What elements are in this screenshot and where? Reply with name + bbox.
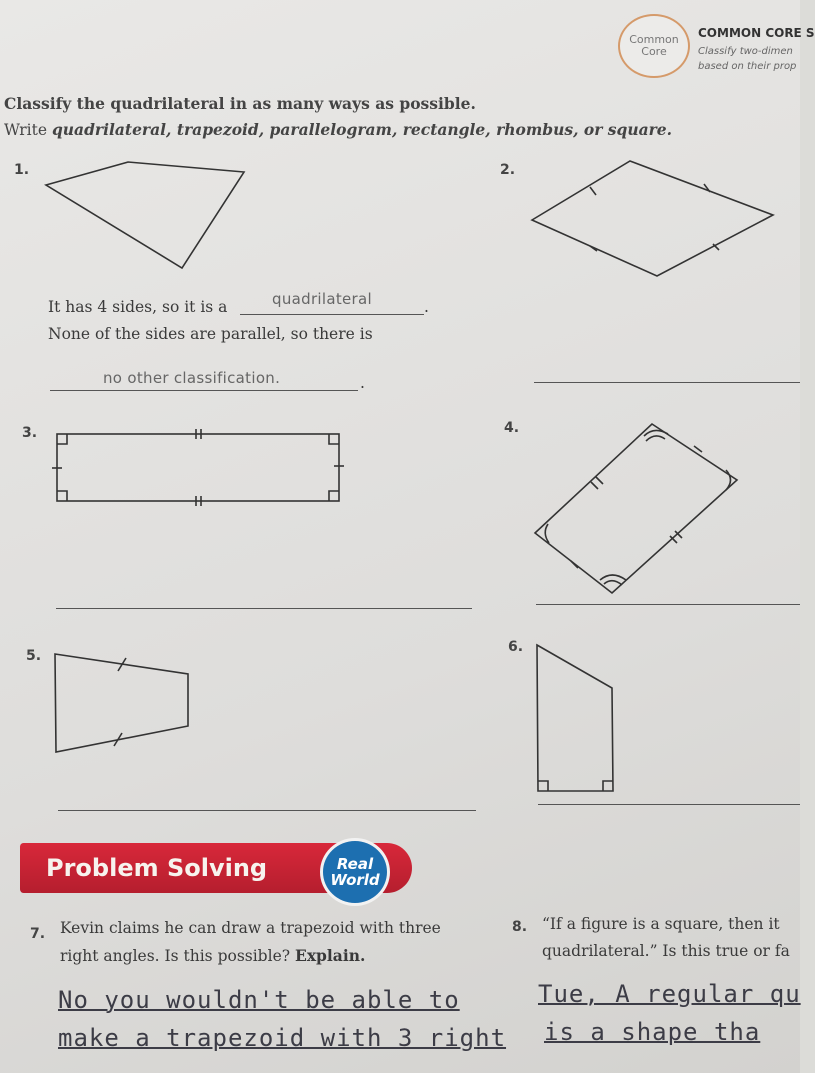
question-7-explain: Explain. xyxy=(295,946,366,965)
question-7-line-2-text: right angles. Is this possible? xyxy=(60,947,291,965)
problem-number-4: 4. xyxy=(504,420,520,436)
figure-5-trapezoid xyxy=(55,654,188,752)
problem-1-text-1: It has 4 sides, so it is a xyxy=(48,298,228,316)
standard-subtitle-line-2: based on their prop xyxy=(698,61,797,72)
problem-number-6: 6. xyxy=(508,639,524,655)
problem-1-period-2: . xyxy=(360,374,365,392)
problem-1-answer-2: no other classification. xyxy=(103,369,281,387)
question-8-answer-line-2: is a shape tha xyxy=(544,1018,761,1046)
logo-line-1: Common xyxy=(629,33,679,46)
question-7-line-1: Kevin claims he can draw a trapezoid with three xyxy=(60,919,441,937)
question-8-line-2: quadrilateral.” Is this true or fa xyxy=(542,942,790,960)
problem-1-answer-1: quadrilateral xyxy=(272,290,372,308)
problem-number-5: 5. xyxy=(26,648,42,664)
problem-1-period-1: . xyxy=(424,298,429,316)
question-7-answer-line-2: make a trapezoid with 3 right xyxy=(58,1024,507,1052)
figure-4-parallelogram xyxy=(535,424,737,593)
directions-line-1: Classify the quadrilateral in as many ways as possible. xyxy=(4,94,476,113)
problem-number-1: 1. xyxy=(14,162,30,178)
directions-prefix: Write xyxy=(4,121,52,139)
standard-title: COMMON CORE S xyxy=(698,26,815,40)
figure-2-rhombus xyxy=(532,161,773,276)
question-7-number: 7. xyxy=(30,926,46,942)
problem-solving-title: Problem Solving xyxy=(46,854,268,882)
standard-subtitle-line-1: Classify two-dimen xyxy=(698,46,793,57)
logo-line-2: Core xyxy=(641,45,667,58)
question-8-answer-line-1: Tue, A regular qu xyxy=(538,980,801,1008)
problem-number-3: 3. xyxy=(22,425,38,441)
question-8-line-1: “If a figure is a square, then it xyxy=(542,915,780,933)
badge-line-1: Real xyxy=(336,855,374,873)
problem-number-2: 2. xyxy=(500,162,516,178)
question-7-line-2 xyxy=(60,943,365,969)
question-8-number: 8. xyxy=(512,919,528,935)
figure-6-right-trapezoid xyxy=(537,645,613,791)
figure-3-rectangle xyxy=(52,429,344,506)
question-7-answer-line-1: No you wouldn't be able to xyxy=(58,986,460,1014)
figure-1-quadrilateral xyxy=(46,162,244,268)
real-world-badge xyxy=(320,838,390,906)
problem-1-text-2: None of the sides are parallel, so there is xyxy=(48,325,373,343)
directions-terms: quadrilateral, trapezoid, parallelogram, rectangle, rhombus, or square. xyxy=(51,120,673,139)
badge-line-2: World xyxy=(330,871,380,889)
